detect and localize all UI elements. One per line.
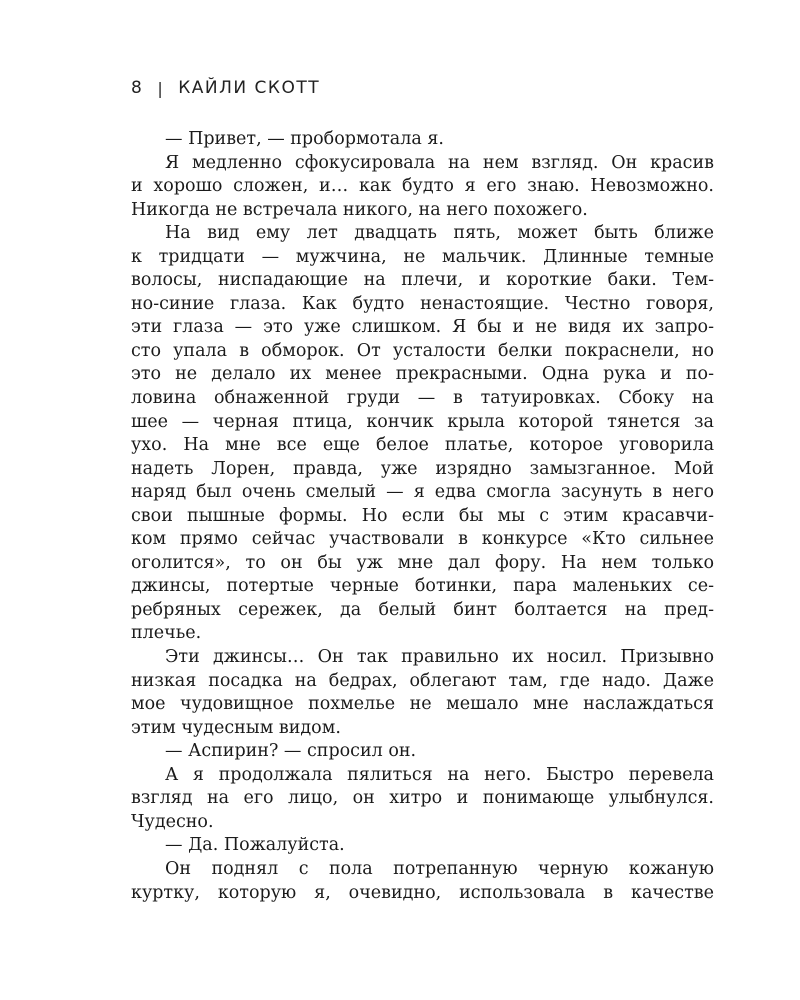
text-line: Чудесно. bbox=[131, 811, 214, 832]
text-line: волосы, ниспадающие на плечи, и короткие баки. Тем- bbox=[131, 270, 714, 291]
text-line: эти глаза — это уже слишком. Я бы и не видя их запро- bbox=[131, 317, 714, 338]
text-line: — Аспирин? — спросил он. bbox=[165, 741, 417, 762]
text-line: На вид ему лет двадцать пять, может быть ближе bbox=[165, 223, 714, 244]
text-line: наряд был очень смелый — я едва смогла засунуть в него bbox=[131, 482, 714, 503]
text-line: сто упала в обморок. От усталости белки покраснели, но bbox=[131, 340, 714, 361]
page-number: 8 bbox=[131, 78, 144, 98]
text-line: куртку, которую я, очевидно, использовала в качестве bbox=[131, 882, 714, 903]
text-line: это не делало их менее прекрасными. Одна рука и по- bbox=[131, 364, 714, 385]
text-line: этим чудесным видом. bbox=[131, 717, 341, 738]
text-line: — Да. Пожалуйста. bbox=[165, 835, 345, 856]
text-line: ухо. На мне все еще белое платье, которое уговорила bbox=[131, 435, 714, 456]
text-line: джинсы, потертые черные ботинки, пара маленьких се- bbox=[131, 576, 714, 597]
text-line: взгляд на его лицо, он хитро и понимающе улыбнулся. bbox=[131, 788, 714, 809]
text-line: оголится», то он бы уж мне дал фору. На нем только bbox=[131, 552, 714, 573]
text-line: — Привет, — пробормотала я. bbox=[165, 129, 444, 149]
text-line: шее — черная птица, кончик крыла которой тянется за bbox=[131, 411, 714, 432]
text-line: ловина обнаженной груди — в татуировках. Сбоку на bbox=[131, 388, 714, 409]
text-line: и хорошо сложен, и… как будто я его знаю. Невозможно. bbox=[131, 176, 714, 197]
text-line: свои пышные формы. Но если бы мы с этим красавчи- bbox=[131, 505, 714, 526]
text-line: ребряных сережек, да белый бинт болтается на пред- bbox=[131, 599, 714, 620]
text-line: мое чудовищное похмелье не мешало мне наслаждаться bbox=[131, 694, 714, 715]
text-line: плечье. bbox=[131, 623, 202, 644]
text-line: Я медленно сфокусировала на нем взгляд. Он красив bbox=[165, 152, 714, 173]
text-line: Он поднял с пола потрепанную черную кожаную bbox=[165, 858, 714, 879]
text-line: низкая посадка на бедрах, облегают там, где надо. Даже bbox=[131, 670, 714, 691]
header-separator: | bbox=[157, 78, 165, 98]
author-name: КАЙЛИ СКОТТ bbox=[178, 78, 321, 98]
text-line: Никогда не встречала никого, на него похожего. bbox=[131, 199, 588, 220]
text-line: ком прямо сейчас участвовали в конкурсе «Кто сильнее bbox=[131, 529, 714, 550]
text-line: к тридцати — мужчина, не мальчик. Длинные темные bbox=[131, 246, 714, 267]
text-line: Эти джинсы… Он так правильно их носил. Призывно bbox=[165, 647, 714, 668]
text-line: А я продолжала пялиться на него. Быстро перевела bbox=[165, 764, 714, 785]
text-line: надеть Лорен, правда, уже изрядно замызганное. Мой bbox=[131, 458, 714, 479]
body-text bbox=[131, 128, 714, 905]
running-header bbox=[131, 78, 320, 98]
text-line: но-синие глаза. Как будто ненастоящие. Честно говоря, bbox=[131, 293, 714, 314]
